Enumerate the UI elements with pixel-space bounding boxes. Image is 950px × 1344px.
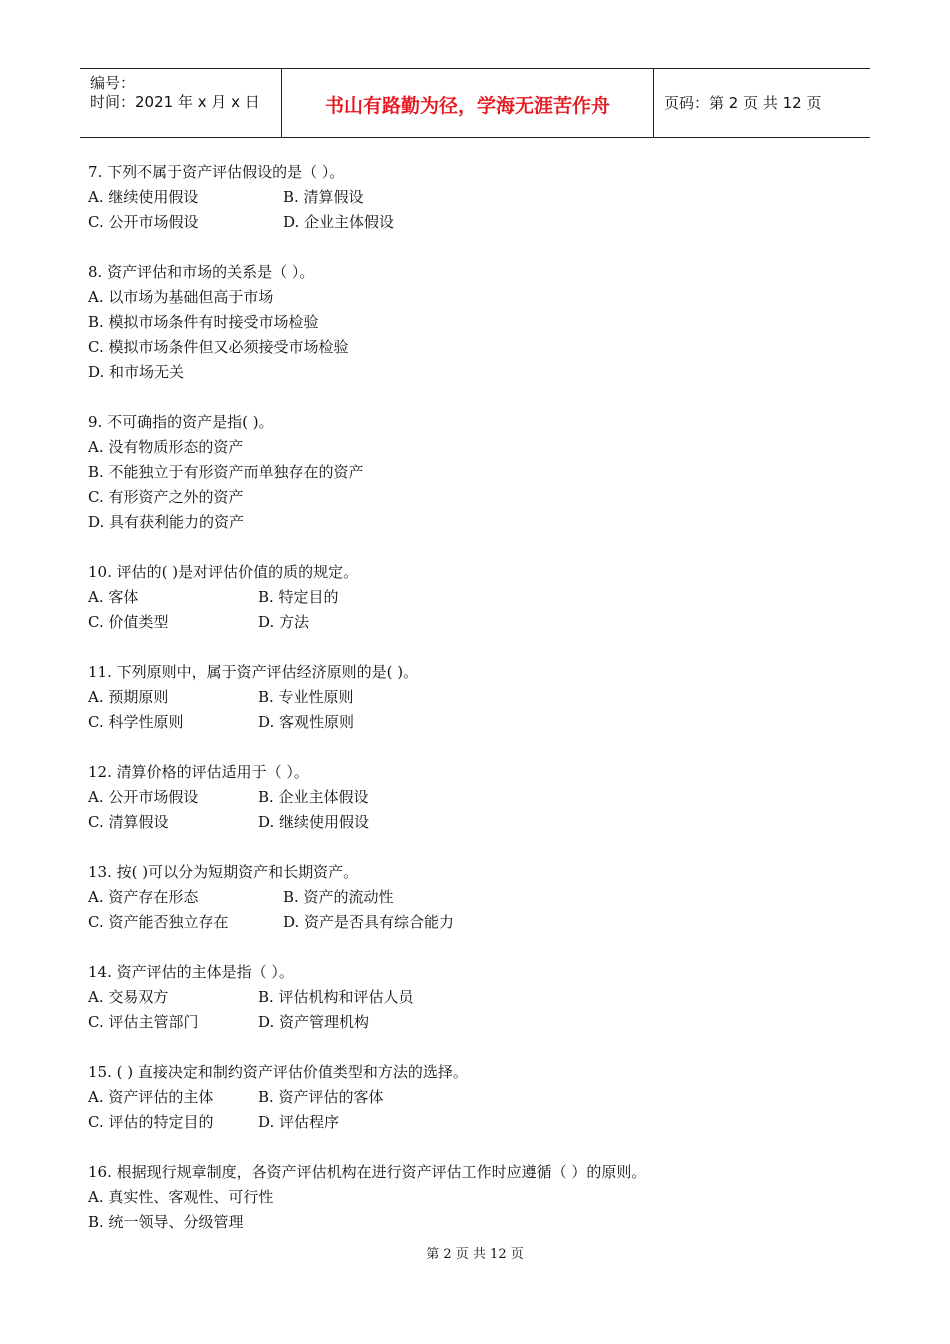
code-label: 编号： — [90, 74, 136, 92]
question-block — [88, 260, 868, 385]
option-row — [88, 685, 868, 710]
option-row — [88, 485, 868, 510]
option-row — [88, 910, 868, 935]
question-stem: 8. 资产评估和市场的关系是（ ）。 — [88, 263, 315, 281]
answer-option: A. 继续使用假设 — [88, 188, 199, 206]
answer-option: B. 清算假设 — [283, 188, 364, 206]
motto-text: 书山有路勤为径，学海无涯苦作舟 — [324, 95, 610, 117]
answer-option: C. 评估主管部门 — [88, 1013, 199, 1031]
answer-option: B. 企业主体假设 — [258, 788, 369, 806]
answer-option: D. 客观性原则 — [258, 713, 355, 731]
question-stem: 10. 评估的( )是对评估价值的质的规定。 — [88, 563, 359, 581]
option-row — [88, 885, 868, 910]
answer-option: A. 以市场为基础但高于市场 — [88, 288, 274, 306]
answer-option: C. 资产能否独立存在 — [88, 913, 229, 931]
question-block — [88, 1160, 868, 1235]
question-block — [88, 410, 868, 535]
option-row — [88, 185, 868, 210]
question-block — [88, 160, 868, 235]
document-header — [80, 68, 870, 138]
answer-option: C. 模拟市场条件但又必须接受市场检验 — [88, 338, 349, 356]
header-motto-cell — [282, 69, 654, 137]
answer-option: B. 不能独立于有形资产而单独存在的资产 — [88, 463, 364, 481]
answer-option: A. 真实性、客观性、可行性 — [88, 1188, 274, 1206]
question-block — [88, 860, 868, 935]
option-row — [88, 585, 868, 610]
option-row — [88, 435, 868, 460]
option-row — [88, 710, 868, 735]
answer-option: D. 评估程序 — [258, 1113, 340, 1131]
option-row — [88, 785, 868, 810]
answer-option: A. 没有物质形态的资产 — [88, 438, 244, 456]
question-block — [88, 560, 868, 635]
page-code: 页码：第 2 页 共 12 页 — [664, 94, 822, 112]
question-block — [88, 960, 868, 1035]
answer-option: B. 模拟市场条件有时接受市场检验 — [88, 313, 319, 331]
header-left-cell — [80, 69, 282, 137]
option-row — [88, 210, 868, 235]
answer-option: C. 价值类型 — [88, 613, 169, 631]
answer-option: B. 专业性原则 — [258, 688, 354, 706]
answer-option: C. 公开市场假设 — [88, 213, 199, 231]
answer-option: D. 继续使用假设 — [258, 813, 370, 831]
option-row — [88, 360, 868, 385]
question-stem: 14. 资产评估的主体是指（ ）。 — [88, 963, 294, 981]
answer-option: B. 评估机构和评估人员 — [258, 988, 414, 1006]
answer-option: D. 企业主体假设 — [283, 213, 395, 231]
option-row — [88, 1110, 868, 1135]
question-list — [88, 160, 868, 1260]
answer-option: A. 客体 — [88, 588, 139, 606]
question-stem: 16. 根据现行规章制度，各资产评估机构在进行资产评估工作时应遵循（ ）的原则。 — [88, 1163, 647, 1181]
answer-option: B. 特定目的 — [258, 588, 339, 606]
answer-option: B. 统一领导、分级管理 — [88, 1213, 244, 1231]
option-row — [88, 310, 868, 335]
answer-option: A. 资产存在形态 — [88, 888, 199, 906]
answer-option: C. 科学性原则 — [88, 713, 184, 731]
option-row — [88, 810, 868, 835]
answer-option: D. 具有获利能力的资产 — [88, 513, 245, 531]
question-stem: 13. 按( )可以分为短期资产和长期资产。 — [88, 863, 359, 881]
question-stem: 7. 下列不属于资产评估假设的是（ ）。 — [88, 163, 345, 181]
answer-option: C. 有形资产之外的资产 — [88, 488, 244, 506]
answer-option: D. 资产管理机构 — [258, 1013, 370, 1031]
answer-option: B. 资产的流动性 — [283, 888, 394, 906]
option-row — [88, 1085, 868, 1110]
answer-option: A. 预期原则 — [88, 688, 169, 706]
header-right-cell — [654, 69, 870, 137]
answer-option: A. 交易双方 — [88, 988, 169, 1006]
answer-option: D. 资产是否具有综合能力 — [283, 913, 455, 931]
answer-option: D. 方法 — [258, 613, 310, 631]
question-block — [88, 660, 868, 735]
question-block — [88, 760, 868, 835]
option-row — [88, 985, 868, 1010]
option-row — [88, 285, 868, 310]
date-line: 时间：2021 年 x 月 x 日 — [90, 93, 260, 111]
answer-option: B. 资产评估的客体 — [258, 1088, 384, 1106]
option-row — [88, 1185, 868, 1210]
answer-option: C. 评估的特定目的 — [88, 1113, 214, 1131]
option-row — [88, 1010, 868, 1035]
answer-option: C. 清算假设 — [88, 813, 169, 831]
question-stem: 12. 清算价格的评估适用于（ ）。 — [88, 763, 309, 781]
answer-option: A. 资产评估的主体 — [88, 1088, 214, 1106]
question-stem: 15. ( ) 直接决定和制约资产评估价值类型和方法的选择。 — [88, 1063, 468, 1081]
question-stem: 11. 下列原则中，属于资产评估经济原则的是( )。 — [88, 663, 419, 681]
option-row — [88, 610, 868, 635]
page-footer: 第 2 页 共 12 页 — [426, 1247, 524, 1262]
option-row — [88, 1210, 868, 1235]
question-stem: 9. 不可确指的资产是指( )。 — [88, 413, 274, 431]
question-block — [88, 1060, 868, 1135]
option-row — [88, 460, 868, 485]
answer-option: A. 公开市场假设 — [88, 788, 199, 806]
option-row — [88, 510, 868, 535]
answer-option: D. 和市场无关 — [88, 363, 185, 381]
option-row — [88, 335, 868, 360]
